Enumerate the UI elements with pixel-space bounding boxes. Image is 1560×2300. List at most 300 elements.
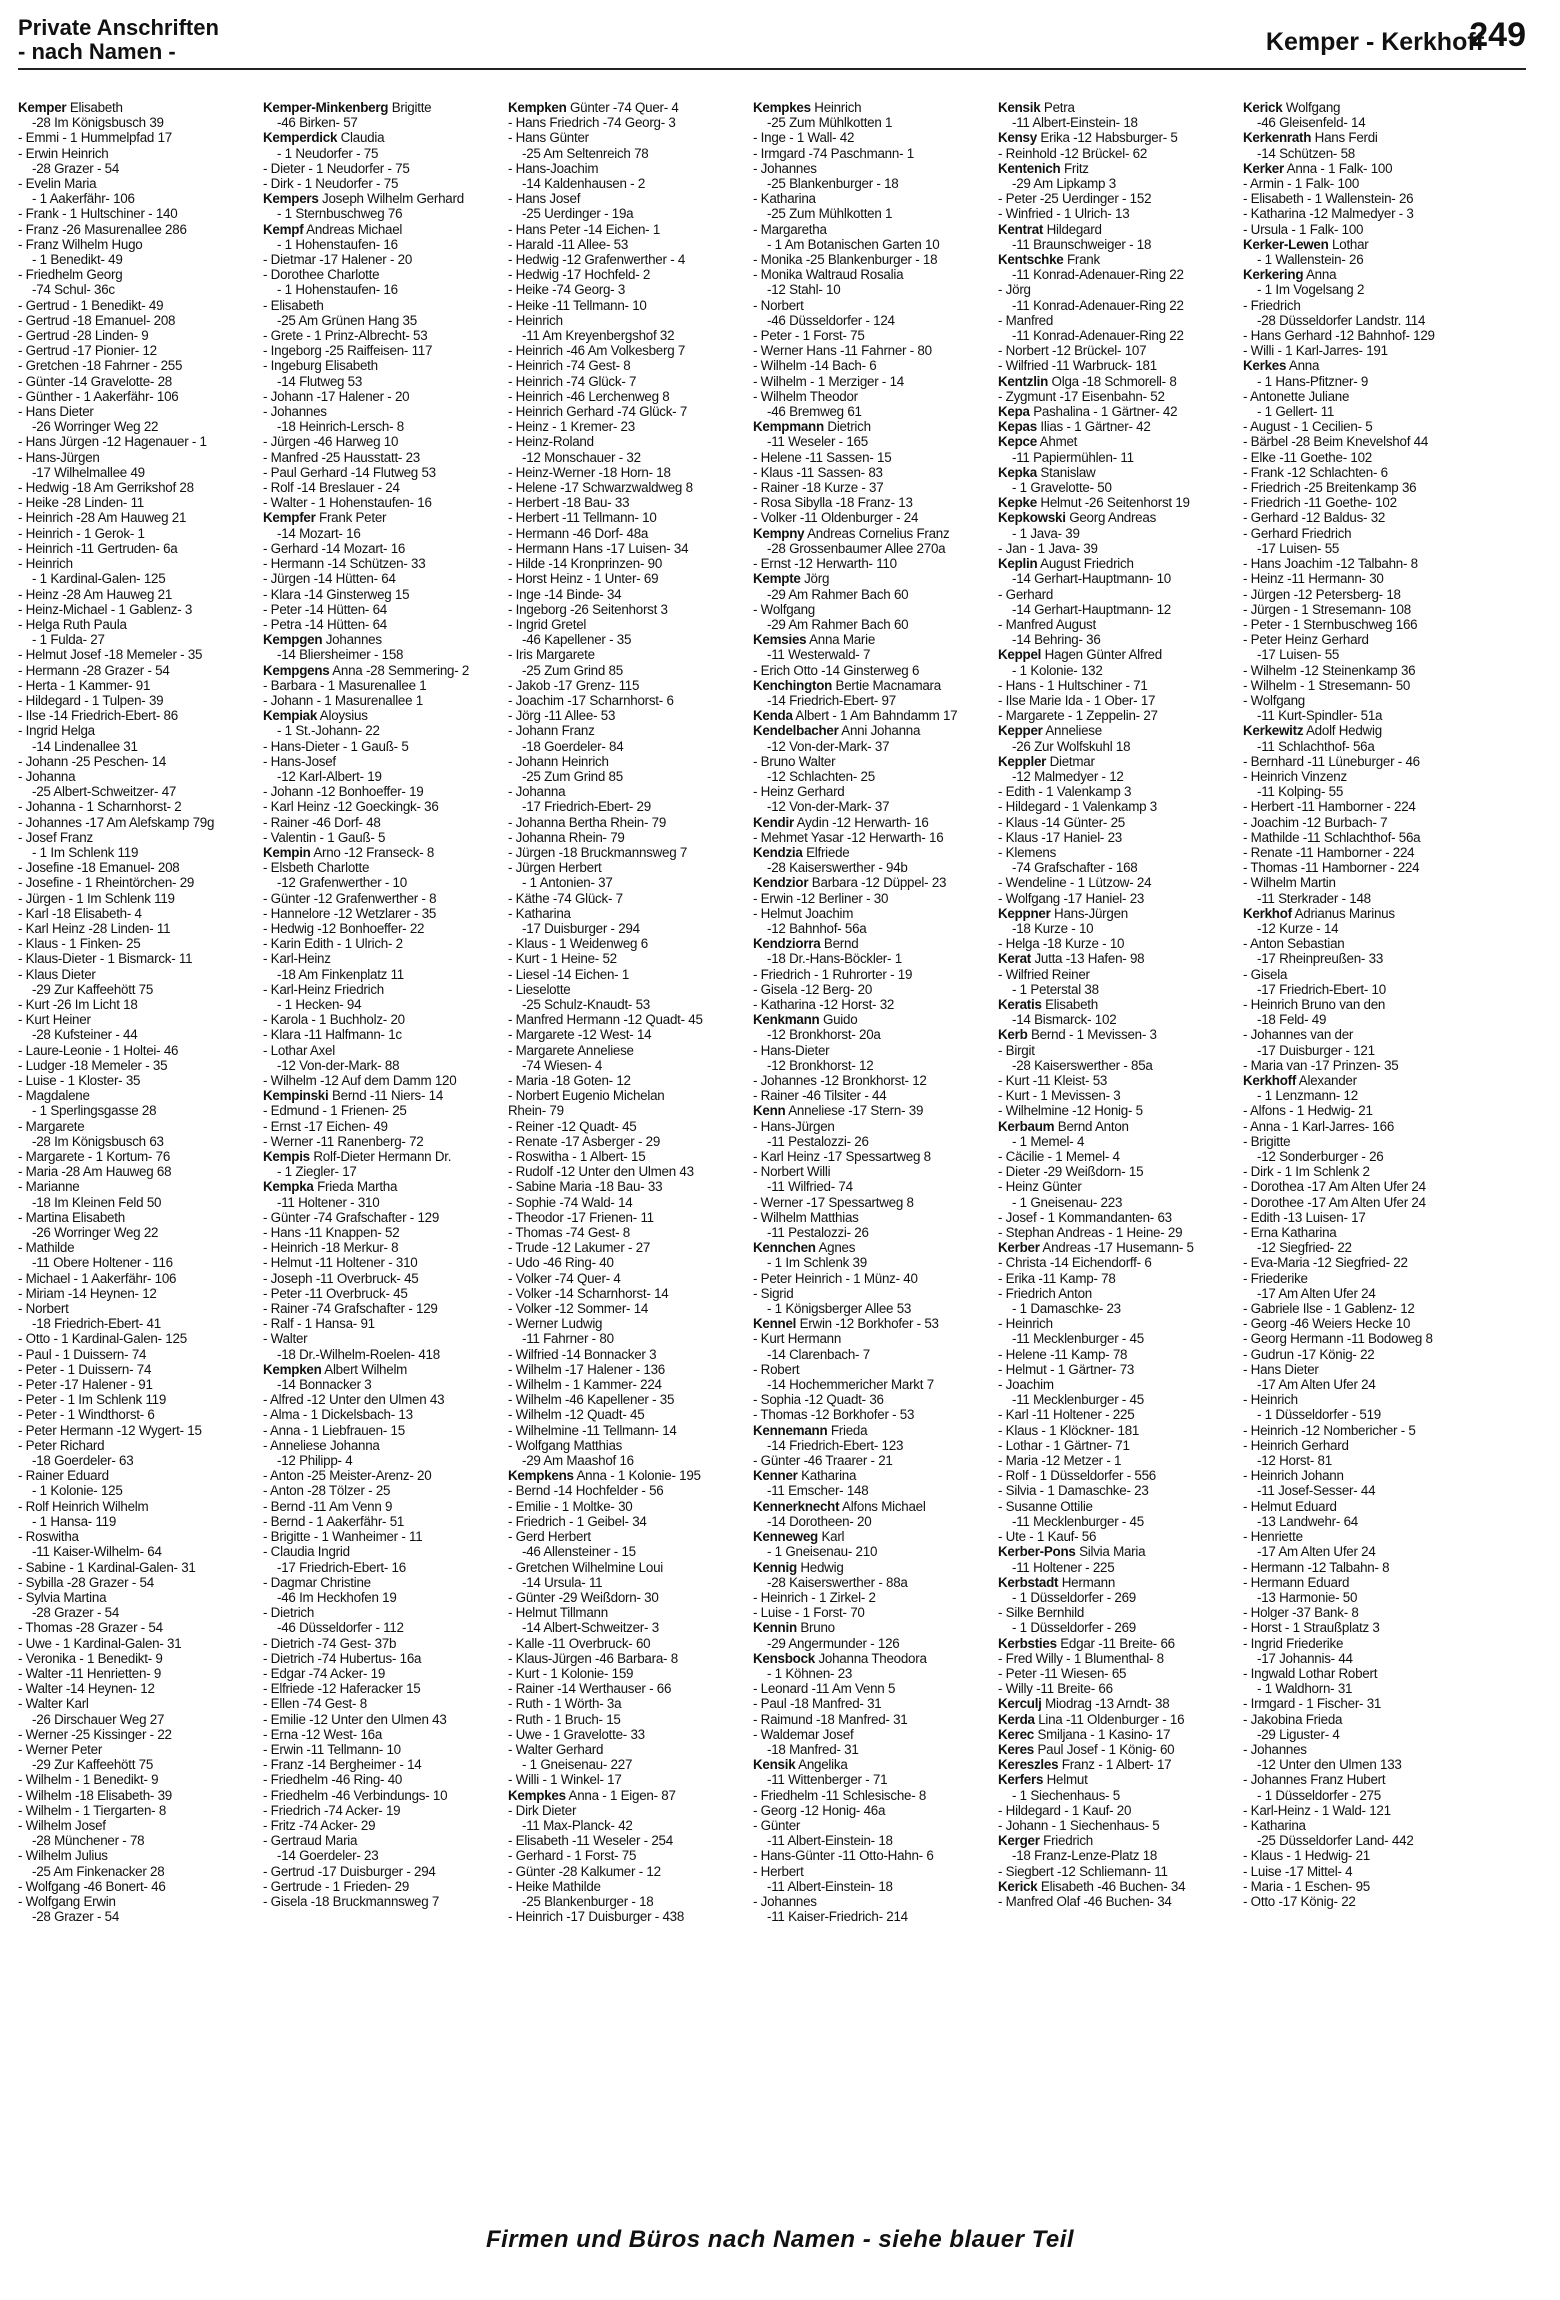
list-item: - Gisela -12 Berg- 20 [753,981,873,997]
list-item: - Norbert [753,297,804,313]
list-item: - Zygmunt -17 Eisenbahn- 52 [998,388,1165,404]
entry-detail: Anna - 1 Kolonie- 195 [573,1468,701,1484]
list-item: - Thomas -12 Borkhofer - 53 [753,1407,915,1423]
list-item: - Irmgard -74 Paschmann- 1 [753,145,914,161]
list-item: - Wolfgang [753,601,816,617]
entry-detail: Hedwig [796,1559,844,1575]
directory-column-5 [998,100,1236,2210]
list-item: - Karl -18 Elisabeth- 4 [18,905,142,921]
address-line: - 1 Hohenstaufen- 16 [277,282,398,298]
entry-detail: Lina -11 Oldenburger - 16 [1034,1711,1185,1727]
list-item: - Norbert Eugenio Michelan [508,1088,665,1104]
address-line: -11 Weseler - 165 [767,434,868,450]
list-item: - Willi - 1 Winkel- 17 [508,1772,622,1788]
list-item: - Wolfgang [1243,692,1306,708]
address-line: -11 Schlachthof- 56a [1257,738,1375,754]
list-item: - Friedrich - 1 Geibel- 34 [508,1513,647,1529]
address-line: -11 Kaiser-Friedrich- 214 [767,1909,908,1925]
surname-entry [263,1149,501,1164]
entry-detail: Hagen Günter Alfred [1041,647,1162,663]
address-line: - 1 Aakerfähr- 106 [32,191,135,207]
address-line: -25 Zum Grind 85 [522,662,623,678]
surname: Kerda [998,1711,1035,1727]
surname: Kempers [263,191,319,207]
entry-detail: Stanislaw [1036,464,1096,480]
address-line: -18 Heinrich-Lersch- 8 [277,419,404,435]
list-item: - Hans-Joachim [508,160,599,176]
address-line: - 1 Siechenhaus- 5 [1012,1787,1120,1803]
address-line: -29 Liguster- 4 [1257,1726,1340,1742]
list-item: - Robert [753,1361,800,1377]
surname: Kensy [998,130,1037,146]
list-item: - Ute - 1 Kauf- 56 [998,1529,1097,1545]
list-item: - Mehmet Yasar -12 Herwarth- 16 [753,829,944,845]
list-item: - Gerhard - 1 Forst- 75 [508,1848,637,1864]
address-line: -14 Albert-Schweitzer- 3 [522,1620,659,1636]
address-line: -11 Pestalozzi- 26 [767,1225,869,1241]
list-item: - Gertrud -17 Duisburger - 294 [263,1863,436,1879]
surname: Kerkhoff [1243,1073,1297,1088]
address-line: - 1 Sperlingsgasse 28 [32,1103,157,1119]
address-line: - 1 Düsseldorfer - 275 [1257,1787,1381,1803]
surname: Kemperdick [263,130,338,146]
entry-detail: Andreas -17 Husemann- 5 [1039,1240,1194,1256]
surname: Kerick [998,1878,1038,1894]
surname: Kemsies [753,632,807,648]
list-item: - Helga -18 Kurze - 10 [998,936,1125,952]
list-item: - Inge - 1 Wall- 42 [753,130,855,146]
surname: Kerker [1243,160,1284,176]
entry-detail: Bernd Anton [1054,1118,1129,1134]
surname: Kempmann [753,419,824,435]
list-item: - Dietrich [263,1605,315,1621]
list-item: - Kurt - 1 Mevissen- 3 [998,1088,1121,1104]
list-item: - Bärbel -28 Beim Knevelshof 44 [1243,434,1429,450]
surname-entry [998,556,1236,571]
address-line: -29 Am Rahmer Bach 60 [767,586,909,602]
address-line: -11 Sterkrader - 148 [1257,890,1371,906]
list-item: - Lieselotte [508,981,571,997]
list-item: - Heinrich Bruno van den [1243,996,1386,1012]
list-item: - Rosa Sibylla -18 Franz- 13 [753,495,913,511]
surname-entry [753,1240,991,1255]
list-item: - Friedhelm -11 Schlesische- 8 [753,1787,927,1803]
entry-detail: Helmut -26 Seitenhorst 19 [1036,495,1190,511]
list-item: - Sylvia Martina [18,1589,107,1605]
list-item: - Hannelore -12 Wetzlarer - 35 [263,905,437,921]
list-item: - Kurt -26 Im Licht 18 [18,996,138,1012]
entry-detail: Johannes [322,632,382,648]
list-item: - Heinrich [18,556,73,572]
surname-entry [753,1529,991,1544]
entry-detail: Albert Wilhelm [321,1361,408,1377]
list-item: - Dieter -29 Weißdorn- 15 [998,1164,1144,1180]
address-line: -12 Siegfried- 22 [1257,1240,1352,1256]
list-item: - Monika Waltraud Rosalia [753,267,904,283]
list-item: - Rolf - 1 Düsseldorfer - 556 [998,1468,1156,1484]
surname-entry [753,1651,991,1666]
list-item: - Irmgard - 1 Fischer- 31 [1243,1696,1382,1712]
list-item: - Wilhelm Matthias [753,1209,859,1225]
address-line: -12 Stahl- 10 [767,282,841,298]
list-item: - Josef Franz [18,829,93,845]
entry-detail: Dietmar [1046,753,1095,769]
list-item: - Heinrich [1243,1392,1298,1408]
list-item: - Helmut Joachim [753,905,854,921]
list-item: - Bruno Walter [753,753,836,769]
address-line: -28 Grazer - 54 [32,160,120,176]
list-item: - Ingeburg Elisabeth [263,358,378,374]
list-item: - Herbert -11 Hamborner - 224 [1243,799,1416,815]
address-line: -12 Sonderburger - 26 [1257,1149,1384,1165]
list-item: - Jakobina Frieda [1243,1711,1343,1727]
list-item: - Manfred Olaf -46 Buchen- 34 [998,1893,1172,1909]
entry-detail: Adrianus Marinus [1291,905,1395,921]
list-item: - Rainer Eduard [18,1468,109,1484]
entry-detail: Helmut [1043,1772,1088,1788]
list-item: - Manfred [998,312,1054,328]
list-item: - Iris Margarete [508,647,595,663]
address-line: -11 Holtener - 310 [277,1194,380,1210]
address-line: -29 Zur Kaffeehött 75 [32,981,154,997]
address-line: -12 Monschauer - 32 [522,449,641,465]
surname-entry [18,100,256,115]
list-item: - Ingeborg -25 Raiffeisen- 117 [263,343,433,359]
list-item: - Erwin Heinrich [18,145,109,161]
list-item: - Grete - 1 Prinz-Albrecht- 53 [263,328,428,344]
entry-detail: Georg Andreas [1065,510,1157,526]
entry-detail: Anna [1286,358,1320,374]
entry-detail: Adolf Hedwig [1303,723,1382,739]
entry-detail: Elisabeth [1041,996,1098,1012]
directory-column-2 [263,100,501,2210]
surname-entry [998,1833,1236,1848]
entry-detail: Angelika [795,1757,848,1773]
address-line: - 1 Antonien- 37 [522,875,613,891]
address-line: -17 Luisen- 55 [1257,540,1340,556]
list-item: - Peter - 1 Im Schlenk 119 [18,1392,167,1408]
list-item: - Karl -11 Holtener - 225 [998,1407,1135,1423]
list-item: - Wilhelmine -12 Honig- 5 [998,1103,1143,1119]
address-line: -11 Wilfried- 74 [767,1179,853,1195]
address-line: -74 Schul- 36c [32,282,115,298]
entry-detail: Hildegard [1043,221,1102,237]
list-item: - Peter - 1 Duissern- 74 [18,1361,152,1377]
surname-entry [998,1696,1236,1711]
address-line: -12 Von-der-Mark- 37 [767,738,890,754]
surname-entry [1243,267,1481,282]
surname: Kerkenrath [1243,130,1312,146]
address-line: - 1 Königsberger Allee 53 [767,1301,912,1317]
surname: Kepke [998,495,1037,511]
address-line: - 1 Gneisenau- 223 [1012,1194,1123,1210]
list-item: - Ruth - 1 Wörth- 3a [508,1696,622,1712]
address-line: -74 Wiesen- 4 [522,1057,603,1073]
list-item: - Gertraud Maria [263,1833,358,1849]
name-range: Kemper - Kerkhoff [1265,28,1484,56]
entry-detail: Hans-Jürgen [1050,905,1128,921]
surname-entry [753,1103,991,1118]
address-line: - 1 Memel- 4 [1012,1133,1085,1149]
list-item: - Wilhelm -14 Bach- 6 [753,358,877,374]
list-item: - Bernd -14 Hochfelder - 56 [508,1483,664,1499]
address-line: - 1 Benedikt- 49 [32,252,123,268]
list-item: - Paul - 1 Duissern- 74 [18,1346,147,1362]
list-item: - Wilhelm -12 Auf dem Damm 120 [263,1073,457,1088]
address-line: -13 Landwehr- 64 [1257,1513,1358,1529]
list-item: - Erwin -11 Tellmann- 10 [263,1741,401,1757]
list-item: - Leonard -11 Am Venn 5 [753,1681,896,1697]
surname-entry [998,510,1236,525]
list-item: - Elke -11 Goethe- 102 [1243,449,1372,465]
list-item: - Johannes [263,404,327,420]
list-item: - Ingwald Lothar Robert [1243,1665,1378,1681]
entry-detail: Anneliese -17 Stern- 39 [785,1103,924,1119]
address-line: -28 Münchener - 78 [32,1833,145,1849]
surname: Kerker-Lewen [1243,236,1329,252]
list-item: - Edgar -74 Acker- 19 [263,1665,386,1681]
list-item: - Wilhelm -46 Kapellener - 35 [508,1392,675,1408]
address-line: -12 Von-der-Mark- 37 [767,799,890,815]
surname: Kempfer [263,510,316,526]
address-line: -12 Horst- 81 [1257,1453,1332,1469]
entry-detail: Alexander [1296,1073,1357,1088]
list-item: - Johann -17 Halener - 20 [263,388,410,404]
list-item: - Helmut - 1 Gärtner- 73 [998,1361,1135,1377]
section-title [18,16,219,64]
list-item: - Friedrich -11 Goethe- 102 [1243,495,1397,511]
list-item: - Dorothee Charlotte [263,267,380,283]
list-item: - Heinrich [998,1316,1053,1332]
list-item: - Bernd - 1 Aakerfähr- 51 [263,1513,405,1529]
list-item: - Valentin - 1 Gauß- 5 [263,829,386,845]
entry-detail: Edgar -11 Breite- 66 [1056,1635,1175,1651]
list-item: - Susanne Ottilie [998,1498,1093,1514]
list-item: - Paul Gerhard -14 Flutweg 53 [263,464,436,480]
list-item: - Heinrich -74 Gest- 8 [508,358,631,374]
list-item: - Jürgen -14 Hütten- 64 [263,571,396,587]
list-item: - Frank -12 Schlachten- 6 [1243,464,1388,480]
address-line: -29 Angermunder - 126 [767,1635,900,1651]
list-item: - Willi - 1 Karl-Jarres- 191 [1243,343,1388,359]
list-item: - Dietmar -17 Halener - 20 [263,252,413,268]
entry-detail: Lothar [1328,236,1369,252]
address-line: -11 Kurt-Spindler- 51a [1257,708,1383,724]
address-line: -25 Zum Mühlkotten 1 [767,206,893,222]
list-item: - Gerhard -14 Mozart- 16 [263,540,406,556]
list-item: - Heinrich -17 Duisburger - 438 [508,1909,685,1925]
address-line: - 1 Düsseldorfer - 269 [1012,1620,1136,1636]
address-line: -28 Kaiserswerther - 94b [767,860,908,876]
address-line: -11 Konrad-Adenauer-Ring 22 [1012,267,1184,283]
list-item: - Wilhelm Josef [18,1817,106,1833]
address-line: - 1 Neudorfer - 75 [277,145,379,161]
list-item: - Georg Hermann -11 Bodoweg 8 [1243,1331,1433,1347]
list-item: - Günter -29 Weißdorn- 30 [508,1589,659,1605]
list-item: - Werner Ludwig [508,1316,603,1332]
address-line: -25 Blankenburger - 18 [767,176,899,192]
surname: Kenner [753,1468,798,1484]
surname-entry [998,419,1236,434]
list-item: - Luise -17 Mittel- 4 [1243,1863,1353,1879]
surname-entry [998,1757,1236,1772]
list-item: - Holger -37 Bank- 8 [1243,1605,1359,1621]
list-item: - Heinrich -11 Gertruden- 6a [18,540,178,556]
address-line: -14 Friedrich-Ebert- 97 [767,692,896,708]
surname-entry [998,1240,1236,1255]
list-item: - Hans-Dieter - 1 Gauß- 5 [263,738,409,754]
surname-entry [998,1712,1236,1727]
list-item: - Klaus-Jürgen -46 Barbara- 8 [508,1650,678,1666]
header-rule [18,68,1526,70]
list-item: - Wilhelm - 1 Merziger - 14 [753,373,904,389]
surname-entry [753,1316,991,1331]
list-item: - Ilse -14 Friedrich-Ebert- 86 [18,708,178,724]
surname: Kendzia [753,844,803,860]
list-item: - Johannes [753,1893,817,1909]
surname: Kempkes [753,100,811,115]
list-item: - Hans Gerhard -12 Bahnhof- 129 [1243,328,1435,344]
list-item: - Wilhelm - 1 Stresemann- 50 [1243,677,1411,693]
surname-entry [998,130,1236,145]
list-item: - Katharina -12 Horst- 32 [753,996,895,1012]
address-line: -14 Flutweg 53 [277,373,363,389]
list-item: - Hans - 1 Hultschiner - 71 [998,677,1148,693]
list-item: - Silvia - 1 Damaschke- 23 [998,1483,1149,1499]
surname: Kepka [998,464,1037,480]
list-item: - Werner -25 Kissinger - 22 [18,1726,172,1742]
address-line: -18 Franz-Lenze-Platz 18 [1012,1848,1158,1864]
surname-entry [998,951,1236,966]
surname: Kentschke [998,252,1064,268]
entry-detail: Jutta -13 Hafen- 98 [1031,951,1145,967]
directory-column-4 [753,100,991,2210]
list-item: - Gudrun -17 König- 22 [1243,1346,1375,1362]
list-item: - Karola - 1 Buchholz- 20 [263,1012,405,1028]
list-item: - Dietrich -74 Hubertus- 16a [263,1650,422,1666]
surname-entry [1243,358,1481,373]
entry-detail: Anna [1303,267,1337,283]
list-item: - Brigitte - 1 Wanheimer - 11 [263,1529,423,1545]
list-item: - Paul -18 Manfred- 31 [753,1696,882,1712]
surname: Kensik [998,100,1041,115]
surname-entry [263,1088,501,1103]
entry-detail: Katharina [797,1468,857,1484]
list-item: - Hans Peter -14 Eichen- 1 [508,221,661,237]
list-item: - Erna -12 West- 16a [263,1726,383,1742]
list-item: - Heinrich - 1 Gerok- 1 [18,525,145,541]
list-item: - Karl Heinz -12 Goeckingk- 36 [263,799,439,815]
list-item: - Hans Jürgen -12 Hagenauer - 1 [18,434,207,450]
entry-detail: Anna - 1 Eigen- 87 [565,1787,676,1803]
list-item: - Margarete Anneliese [508,1042,634,1058]
list-item: - Karl-Heinz - 1 Wald- 121 [1243,1802,1391,1818]
address-line: -17 Johannis- 44 [1257,1650,1353,1666]
list-item: - Katharina [753,191,816,207]
list-item: - Armin - 1 Falk- 100 [1243,176,1360,192]
address-line: -25 Am Finkenacker 28 [32,1863,165,1879]
address-line: -26 Worringer Weg 22 [32,1225,159,1241]
address-line: -14 Mozart- 16 [277,525,361,541]
surname: Kerfers [998,1772,1044,1788]
entry-detail: Andreas Cornelius Franz [804,525,950,541]
address-line: -25 Schulz-Knaudt- 53 [522,996,650,1012]
surname: Kempiak [263,708,318,724]
list-item: - Dirk - 1 Im Schlenk 2 [1243,1164,1370,1180]
list-item: - Jürgen Herbert [508,860,602,876]
list-item: - Heinrich -46 Am Volkesberg 7 [508,343,686,359]
list-item: - Maria - 1 Eschen- 95 [1243,1878,1370,1894]
list-item: - Joachim [998,1377,1054,1393]
list-item: - Rainer -46 Tilsiter - 44 [753,1088,887,1104]
list-item: Rhein- 79 [508,1103,564,1119]
list-item: - Kurt - 1 Kolonie- 159 [508,1665,634,1681]
list-item: - Kurt -11 Kleist- 53 [998,1073,1108,1088]
list-item: - Heike -11 Tellmann- 10 [508,297,647,313]
surname-entry [753,526,991,541]
address-line: -14 Bliersheimer - 158 [277,647,404,663]
entry-detail: August Friedrich [1037,556,1134,572]
address-line: -17 Duisburger - 294 [522,920,640,936]
address-line: -17 Am Alten Ufer 24 [1257,1285,1376,1301]
list-item: - Elisabeth -11 Weseler - 254 [508,1833,673,1849]
list-item: - Johanna - 1 Scharnhorst- 2 [18,799,182,815]
list-item: - Otto -17 König- 22 [1243,1893,1356,1909]
address-line: -17 Am Alten Ufer 24 [1257,1544,1376,1560]
list-item: - Wilhelm -17 Halener - 136 [508,1361,665,1377]
list-item: - Werner Peter [18,1741,103,1757]
list-item: - Josefine - 1 Rheintörchen- 29 [18,875,195,891]
list-item: - Friedrich Anton [998,1285,1092,1301]
list-item: - Karin Edith - 1 Ulrich- 2 [263,936,403,952]
surname: Kerbaum [998,1118,1055,1134]
surname-entry [263,222,501,237]
address-line: -11 Konrad-Adenauer-Ring 22 [1012,328,1184,344]
list-item: - Wilhelm - 1 Benedikt- 9 [18,1772,159,1788]
surname: Kentzlin [998,373,1049,389]
list-item: - Jörg [998,282,1031,298]
list-item: - Hilde -14 Kronprinzen- 90 [508,556,663,572]
list-item: - Franz -26 Masurenallee 286 [18,221,187,237]
list-item: - Johannes -12 Bronkhorst- 12 [753,1073,927,1088]
list-item: - Otto - 1 Kardinal-Galen- 125 [18,1331,187,1347]
surname-entry [753,1468,991,1483]
surname-entry [1243,161,1481,176]
address-line: - 1 Peterstal 38 [1012,981,1099,997]
surname-entry [1243,237,1481,252]
surname: Kennemann [753,1422,828,1438]
list-item: - Ilse Marie Ida - 1 Ober- 17 [998,692,1156,708]
surname: Kerat [998,951,1031,967]
list-item: - Herbert -11 Tellmann- 10 [508,510,657,526]
list-item: - Hildegard - 1 Valenkamp 3 [998,799,1157,815]
surname-entry [753,100,991,115]
list-item: - Sabine - 1 Kardinal-Galen- 31 [18,1559,196,1575]
surname: Kemper [18,100,67,115]
list-item: - Wilfried -14 Bonnacker 3 [508,1346,657,1362]
list-item: - Rolf Heinrich Wilhelm [18,1498,149,1514]
address-line: -46 Kapellener - 35 [522,632,632,648]
surname: Kerbsties [998,1635,1057,1651]
surname-entry [998,1879,1236,1894]
surname: Kenneweg [753,1529,818,1545]
address-line: -25 Uerdinger - 19a [522,206,634,222]
surname: Keplin [998,556,1038,572]
list-item: - Heinz - 1 Kremer- 23 [508,419,635,435]
list-item: - Elsbeth Charlotte [263,860,370,876]
directory-column-3 [508,100,746,2210]
list-item: - Volker -12 Sommer- 14 [508,1301,649,1317]
